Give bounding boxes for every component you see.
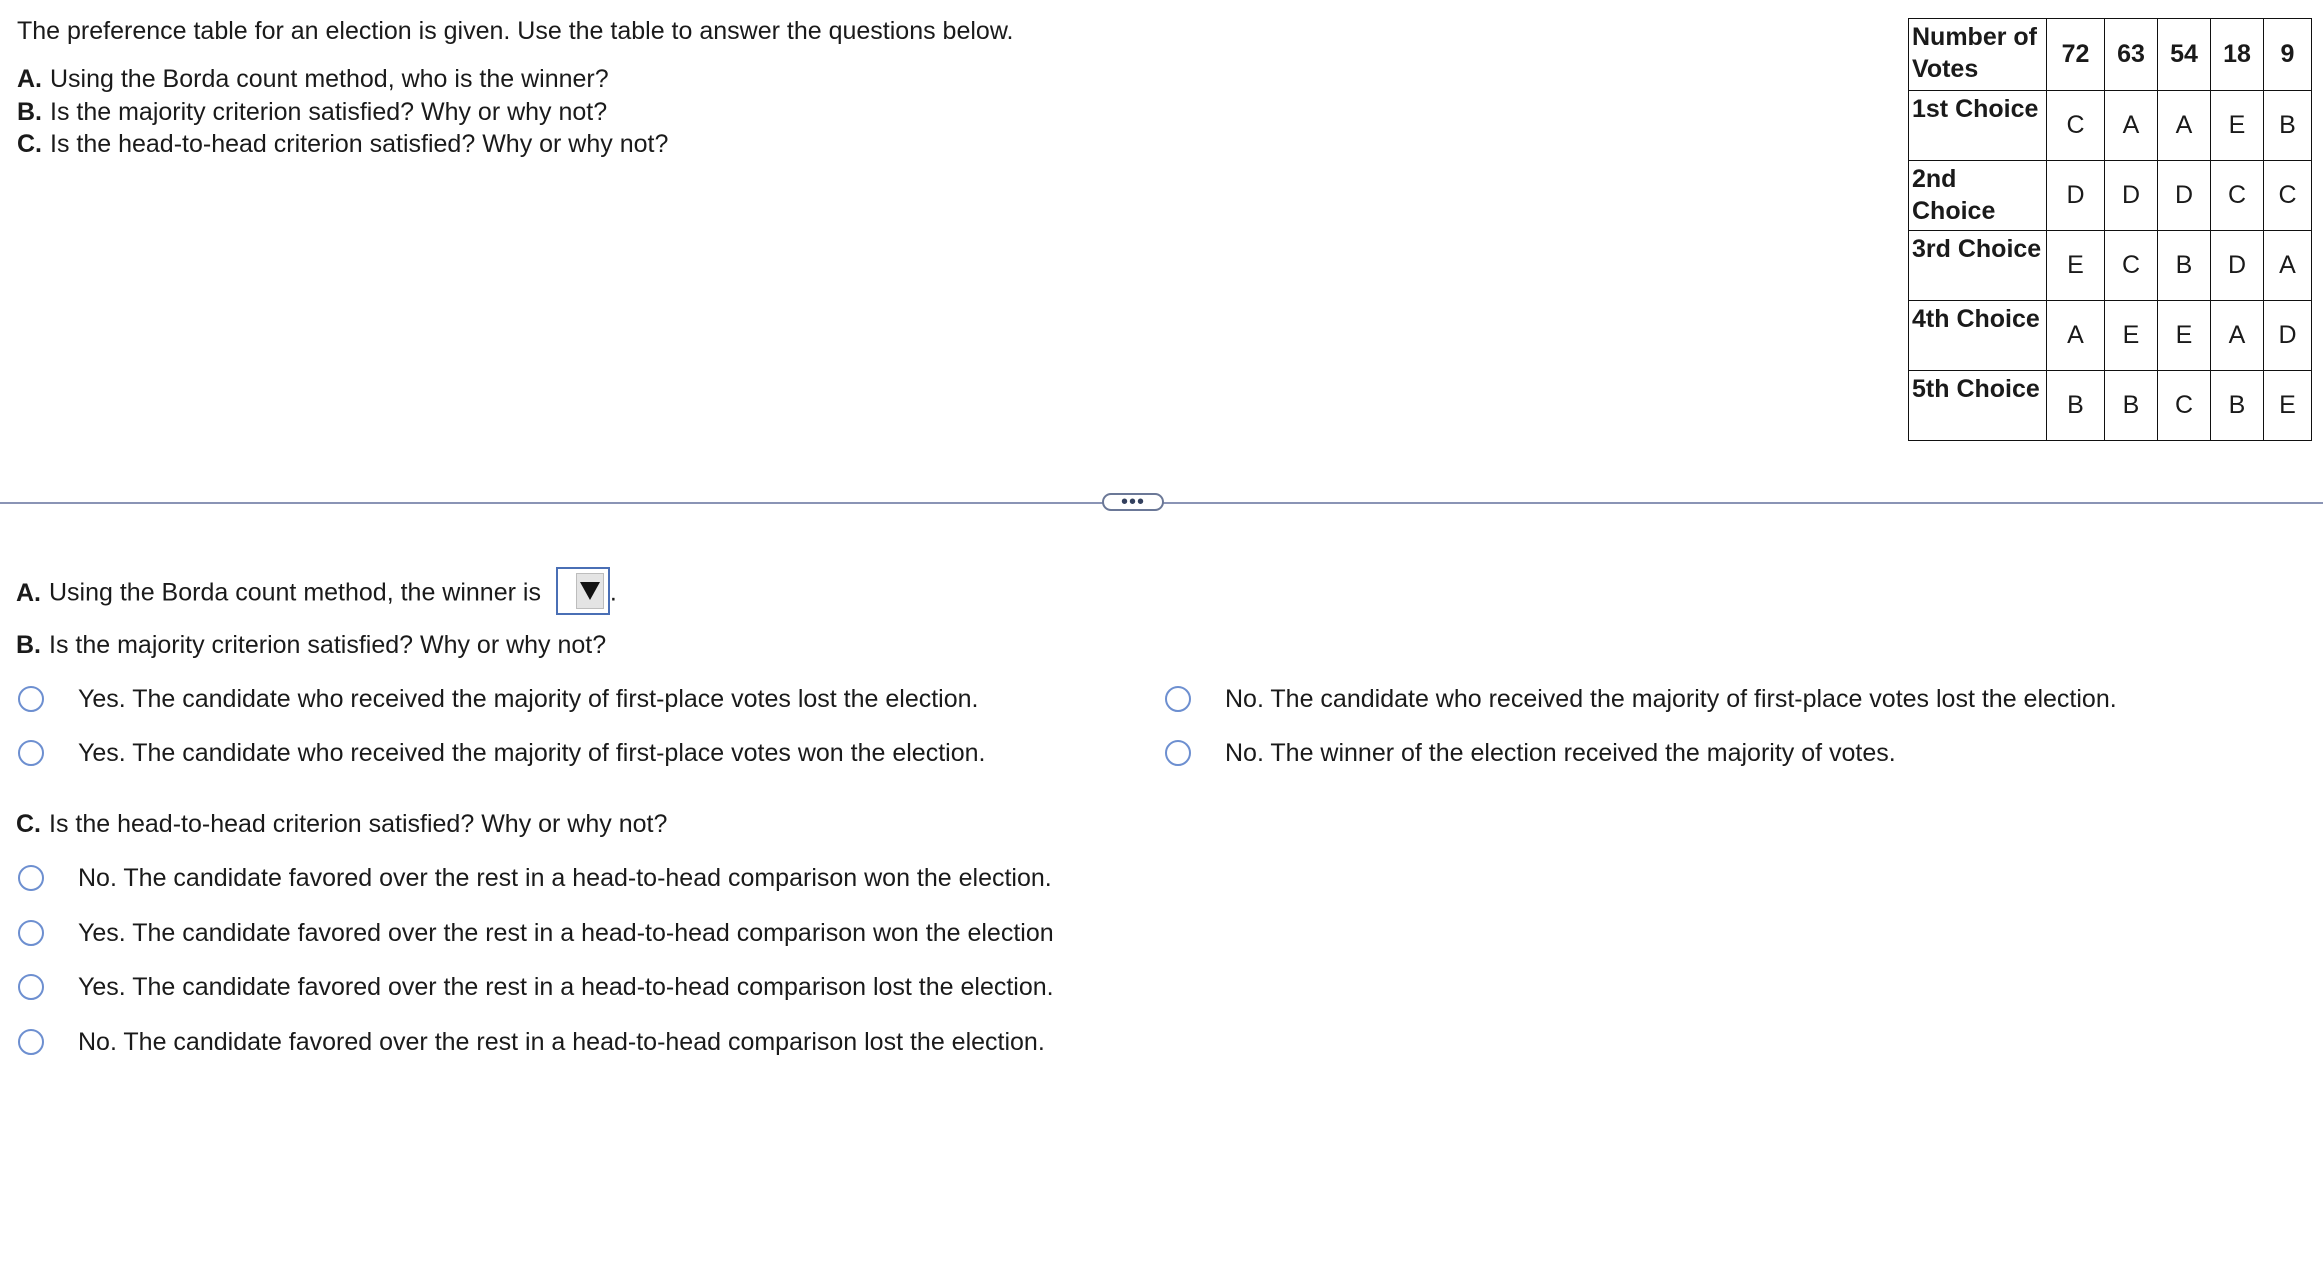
winner-dropdown[interactable] xyxy=(556,567,610,615)
choice-cell: C xyxy=(2158,371,2211,441)
dropdown-arrow-button[interactable] xyxy=(576,573,604,609)
option-b-1[interactable] xyxy=(18,683,979,715)
radio-button[interactable] xyxy=(18,865,44,891)
choice-cell: D xyxy=(2105,161,2158,231)
votes-cell: 9 xyxy=(2264,19,2312,91)
choice-cell: E xyxy=(2211,91,2264,161)
option-label: Yes. The candidate favored over the rest in a head-to-head comparison won the election xyxy=(78,919,1054,947)
choice-row-2nd xyxy=(1909,161,2312,231)
divider-expand-handle[interactable] xyxy=(1102,493,1164,511)
choice-cell: D xyxy=(2264,301,2312,371)
radio-button[interactable] xyxy=(18,1029,44,1055)
question-a xyxy=(17,63,668,96)
answer-b-letter: B. xyxy=(16,631,41,659)
choice-cell: C xyxy=(2105,231,2158,301)
votes-cell: 63 xyxy=(2105,19,2158,91)
option-c-3[interactable] xyxy=(18,971,1054,1003)
radio-button[interactable] xyxy=(18,740,44,766)
votes-header-label: Number of Votes xyxy=(1909,19,2047,91)
question-c-text: Is the head-to-head criterion satisfied? Why or why not? xyxy=(50,130,669,158)
option-c-2[interactable] xyxy=(18,917,1054,949)
answer-a-text: Using the Borda count method, the winner is xyxy=(49,578,541,607)
choice-row-4th xyxy=(1909,301,2312,371)
preference-table xyxy=(1908,18,2312,441)
question-b-letter: B. xyxy=(17,97,42,126)
option-label: Yes. The candidate who received the majority of first-place votes lost the election. xyxy=(78,685,979,713)
option-c-1[interactable] xyxy=(18,862,1052,894)
caret-down-icon xyxy=(580,582,600,600)
choice-cell: A xyxy=(2105,91,2158,161)
option-label: No. The candidate favored over the rest in a head-to-head comparison won the election. xyxy=(78,864,1052,892)
choice-cell: E xyxy=(2105,301,2158,371)
radio-button[interactable] xyxy=(1165,740,1191,766)
choice-cell: A xyxy=(2047,301,2105,371)
answer-b-text: Is the majority criterion satisfied? Why or why not? xyxy=(49,631,607,659)
option-label: Yes. The candidate who received the majority of first-place votes won the election. xyxy=(78,739,986,767)
choice-cell: C xyxy=(2264,161,2312,231)
choice-row-label: 5th Choice xyxy=(1909,371,2047,441)
answer-b-prompt xyxy=(16,628,606,662)
answer-c-prompt xyxy=(16,807,667,841)
choice-cell: D xyxy=(2158,161,2211,231)
votes-cell: 72 xyxy=(2047,19,2105,91)
radio-button[interactable] xyxy=(18,974,44,1000)
choice-cell: B xyxy=(2158,231,2211,301)
option-b-3[interactable] xyxy=(1165,683,2117,715)
choice-cell: B xyxy=(2211,371,2264,441)
choice-cell: A xyxy=(2264,231,2312,301)
choice-cell: E xyxy=(2264,371,2312,441)
choice-row-label: 4th Choice xyxy=(1909,301,2047,371)
choice-row-label: 1st Choice xyxy=(1909,91,2047,161)
ellipsis-icon: ••• xyxy=(1120,491,1145,513)
choice-cell: D xyxy=(2211,231,2264,301)
choice-row-1st xyxy=(1909,91,2312,161)
choice-cell: D xyxy=(2047,161,2105,231)
choice-row-3rd xyxy=(1909,231,2312,301)
answer-a xyxy=(16,570,617,618)
option-label: Yes. The candidate favored over the rest in a head-to-head comparison lost the election. xyxy=(78,973,1054,1001)
question-c-letter: C. xyxy=(17,130,42,158)
votes-cell: 18 xyxy=(2211,19,2264,91)
radio-button[interactable] xyxy=(1165,686,1191,712)
choice-cell: B xyxy=(2047,371,2105,441)
question-c xyxy=(17,128,668,161)
option-label: No. The winner of the election received the majority of votes. xyxy=(1225,739,1896,767)
option-b-2[interactable] xyxy=(18,737,985,769)
problem-intro: The preference table for an election is given. Use the table to answer the questions below. xyxy=(17,17,1014,45)
choice-cell: B xyxy=(2105,371,2158,441)
choice-row-label: 3rd Choice xyxy=(1909,231,2047,301)
radio-button[interactable] xyxy=(18,920,44,946)
question-list xyxy=(17,63,668,161)
choice-cell: E xyxy=(2047,231,2105,301)
choice-cell: B xyxy=(2264,91,2312,161)
option-c-4[interactable] xyxy=(18,1026,1045,1058)
question-a-letter: A. xyxy=(17,65,42,93)
answer-c-text: Is the head-to-head criterion satisfied? Why or why not? xyxy=(49,810,668,838)
choice-cell: C xyxy=(2211,161,2264,231)
choice-cell: C xyxy=(2047,91,2105,161)
votes-cell: 54 xyxy=(2158,19,2211,91)
choice-row-5th xyxy=(1909,371,2312,441)
question-b xyxy=(17,96,668,129)
answer-a-suffix: . xyxy=(609,578,617,607)
radio-button[interactable] xyxy=(18,686,44,712)
choice-cell: A xyxy=(2158,91,2211,161)
option-label: No. The candidate who received the majority of first-place votes lost the election. xyxy=(1225,685,2117,713)
votes-row xyxy=(1909,19,2312,91)
question-a-text: Using the Borda count method, who is the winner? xyxy=(50,65,609,93)
option-b-4[interactable] xyxy=(1165,737,1896,769)
choice-row-label: 2nd Choice xyxy=(1909,161,2047,231)
option-label: No. The candidate favored over the rest in a head-to-head comparison lost the election. xyxy=(78,1028,1045,1056)
question-b-text: Is the majority criterion satisfied? Why or why not? xyxy=(50,97,608,126)
answer-c-letter: C. xyxy=(16,810,41,838)
answer-a-letter: A. xyxy=(16,578,41,607)
choice-cell: E xyxy=(2158,301,2211,371)
choice-cell: A xyxy=(2211,301,2264,371)
